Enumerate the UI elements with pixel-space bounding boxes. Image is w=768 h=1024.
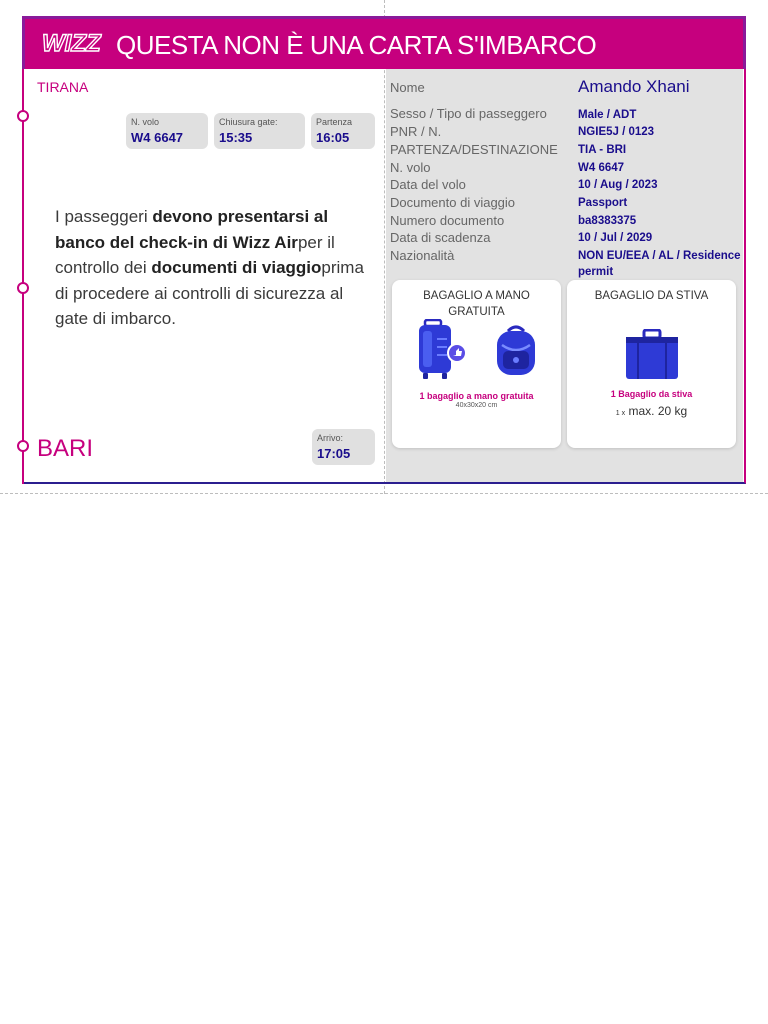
notice-text-1: I passeggeri [55,207,153,226]
hand-baggage-description: 1 bagaglio a mano gratuita [419,391,534,401]
mid-dot [17,282,29,294]
suitcase-icon [624,329,680,381]
notice-bold-1: devono presentarsi al banco del check-in di Wizz Air [55,207,329,252]
document-label: Documento di viaggio [390,195,516,210]
notice-text-2: per il controllo dei [55,232,335,277]
flight-label: N. volo [390,160,431,175]
hold-baggage-description: 1 Bagaglio da stiva [610,389,693,399]
hold-baggage-card [567,280,736,448]
arrival-pill [312,429,375,465]
pnr-label: PNR / N. [390,124,442,139]
document-value: Passport [578,197,628,209]
expiry-label: Data di scadenza [390,230,491,245]
check-in-notice [55,204,367,332]
departure-value: 16:05 [316,130,350,145]
page-title: QUESTA NON È UNA CARTA S'IMBARCO [116,30,597,60]
gender-value: Male / ADT [578,109,637,121]
flight-number-pill [126,113,208,149]
name-label: Nome [390,80,425,95]
ticket-header [22,16,746,69]
wizz-logo [41,29,105,57]
nationality-value-line1: NON EU/EEA / AL / Residence [578,250,741,262]
hand-baggage-title-2: GRATUITA [448,306,505,318]
departure-pill [311,113,375,149]
date-value: 10 / Aug / 2023 [578,179,658,191]
flight-value: W4 6647 [578,162,625,174]
gate-closing-value: 15:35 [219,130,253,145]
notice-bold-2: documenti di viaggio [151,258,322,277]
flight-number-value: W4 6647 [131,130,184,145]
destination-city: BARI [37,435,94,462]
pnr-value: NGIE5J / 0123 [578,126,655,138]
gate-closing-label: Chiusura gate: [219,117,278,127]
nationality-value-line2: permit [578,266,614,278]
arrival-label: Arrivo: [317,433,344,443]
fold-line-horizontal [0,493,768,494]
route-value: TIA - BRI [578,144,627,156]
route-label: PARTENZA/DESTINAZIONE [390,142,558,157]
origin-city: TIRANA [37,79,89,95]
nationality-label: Nazionalità [390,248,455,263]
svg-text:WIZZ: WIZZ [42,30,101,57]
document-number-label: Numero documento [390,213,505,228]
gender-label: Sesso / Tipo di passeggero [390,106,547,121]
hold-baggage-max: max. 20 kg [628,404,688,418]
notice-text-3: prima di procedere ai controlli di sicurezza al gate di imbarco. [55,258,364,328]
backpack-icon [494,323,538,377]
document-number-value: ba8383375 [578,215,637,227]
flight-number-label: N. volo [131,117,160,127]
expiry-value: 10 / Jul / 2029 [578,232,653,244]
destination-dot [17,440,29,452]
arrival-value: 17:05 [317,446,351,461]
hold-baggage-quantity: 1 x [615,410,626,417]
gate-closing-pill [214,113,305,149]
trolley-thumbs-up-icon [417,319,469,381]
route-line [22,69,24,484]
passenger-name: Amando Xhani [578,77,690,96]
departure-label: Partenza [316,117,353,127]
date-label: Data del volo [390,177,466,192]
hold-baggage-title: BAGAGLIO DA STIVA [594,290,709,302]
origin-dot [17,110,29,122]
hand-baggage-size: 40x30x20 cm [455,402,498,409]
hold-baggage-weight [567,404,736,418]
hand-baggage-card [392,280,561,448]
hand-baggage-title-1: BAGAGLIO A MANO [423,290,530,302]
